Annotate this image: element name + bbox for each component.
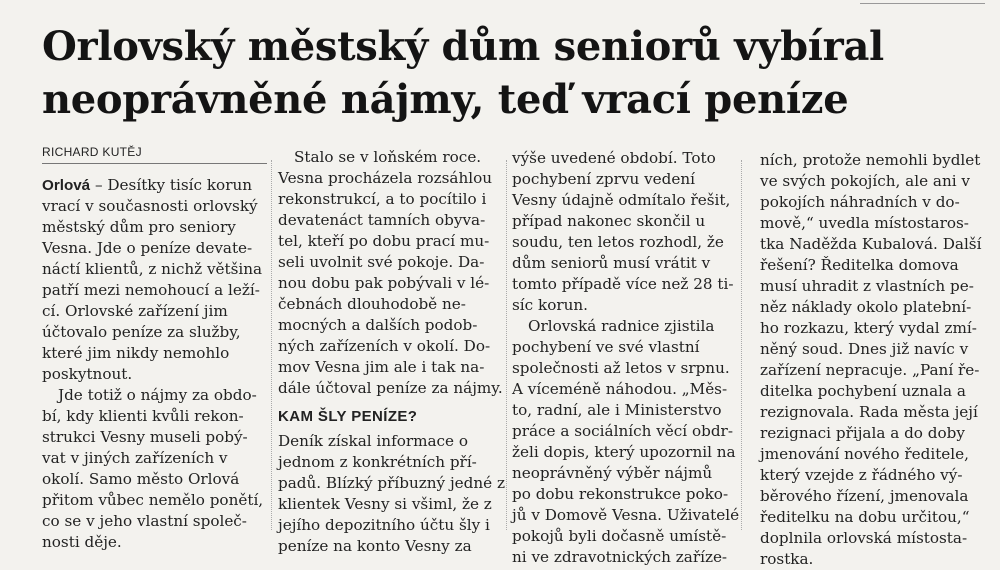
text-line: Stalo se v loňském roce.: [294, 148, 482, 166]
text-line: Jde totiž o nájmy za obdo-: [58, 386, 257, 404]
text-line: peníze na konto Vesny za: [278, 537, 472, 555]
text-line: neoprávněný výběr nájmů: [512, 464, 713, 482]
column-divider: [741, 160, 742, 530]
text-line: pochybení ve své vlastní: [512, 338, 700, 356]
text-line: musí uhradit z vlastních pe-: [760, 277, 974, 295]
headline-line-2: neoprávněné nájmy, teď vrací peníze: [42, 76, 849, 123]
text-line: Vesny údajně odmítalo řešit,: [512, 191, 731, 209]
text-line: běrového řízení, jmenovala: [760, 487, 969, 505]
text-line: A víceméně náhodou. „Měs-: [512, 380, 728, 398]
text-line: přitom vůbec nemělo ponětí,: [42, 491, 264, 509]
article-column-4: [760, 150, 995, 570]
article-column-3: [512, 148, 740, 568]
text-line: zařízení nepracuje. „Paní ře-: [760, 361, 980, 379]
text-line: ve svých pokojích, ale ani v: [760, 172, 971, 190]
text-line: tel, kteří po dobu prací mu-: [278, 232, 490, 250]
text-line: vat v jiných zařízeních v: [42, 449, 228, 467]
text-line: společnosti až letos v srpnu.: [512, 359, 730, 377]
text-line: který vzejde z řádného vý-: [760, 466, 963, 484]
text-line: Vesna procházela rozsáhlou: [278, 169, 493, 187]
text-line: Orlovská radnice zjistila: [528, 317, 715, 335]
text-line: něz náklady okolo platební-: [760, 298, 972, 316]
text-line: tomto případě více než 28 ti-: [512, 275, 734, 293]
text-line: po dobu rekonstrukce poko-: [512, 485, 729, 503]
text-line: klientek Vesny si všiml, že z: [278, 495, 492, 513]
text-line: bí, kdy klienti kvůli rekon-: [42, 407, 244, 425]
text-line: rekonstrukcí, a to pocítilo i: [278, 190, 487, 208]
author-byline: RICHARD KUTĚJ: [42, 145, 142, 159]
text-line: soudu, ten letos rozhodl, že: [512, 233, 724, 251]
text-line: rezignovala. Rada města její: [760, 403, 978, 421]
article-column-1: [42, 175, 267, 553]
text-line: práce a sociálních věcí obdr-: [512, 422, 733, 440]
text-line: pokojů byli dočasně umístě-: [512, 527, 727, 545]
text-line: čebnách dlouhodobě ne-: [278, 295, 466, 313]
headline-line-1: Orlovský městský dům seniorů vybíral: [42, 23, 884, 70]
text-line: jejího depozitního účtu šly i: [278, 516, 490, 534]
text-line: ho rozkazu, který vydal zmí-: [760, 319, 977, 337]
text-line: výše uvedené období. Toto: [512, 149, 716, 167]
text-line: něný soud. Dnes již navíc v: [760, 340, 969, 358]
text-line: rostka.: [760, 550, 814, 568]
text-line: dům seniorů musí vrátit v: [512, 254, 711, 272]
column-divider: [271, 160, 272, 530]
text-line: ditelka pochybení uznala a: [760, 382, 966, 400]
text-line: ředitelku na dobu určitou,“: [760, 508, 970, 526]
section-subheading: KAM ŠLY PENÍZE?: [278, 408, 418, 425]
text-line: městský dům pro seniory: [42, 218, 236, 236]
text-line: účtovalo peníze za služby,: [42, 323, 241, 341]
text-line: devatenáct tamních obyva-: [278, 211, 486, 229]
text-line: doplnila orlovská místosta-: [760, 529, 968, 547]
text-line: strukci Vesny museli pobý-: [42, 428, 248, 446]
text-line: nosti děje.: [42, 533, 122, 551]
text-line: cí. Orlovské zařízení jim: [42, 302, 228, 320]
text-line: želi dopis, který upozornil na: [512, 443, 736, 461]
text-line: jů v Domově Vesna. Uživatelé: [512, 506, 740, 524]
text-line: padů. Blízký příbuzný jedné z: [278, 474, 505, 492]
text-line: mov Vesna jim ale i tak na-: [278, 358, 485, 376]
text-line: případ nakonec skončil u: [512, 212, 706, 230]
page-top-rule: [860, 3, 985, 4]
text-line: vrací v současnosti orlovský: [42, 197, 258, 215]
text-line: dále účtoval peníze za nájmy.: [278, 379, 503, 397]
article-headline: [42, 20, 972, 126]
text-line: Deník získal informace o: [278, 432, 469, 450]
text-line: jmenování nového ředitele,: [760, 445, 969, 463]
text-line: které jim nikdy nemohlo: [42, 344, 230, 362]
text-line: ních, protože nemohli bydlet: [760, 151, 981, 169]
text-line: co se v jeho vlastní společ-: [42, 512, 247, 530]
text-line: ných zařízeních v okolí. Do-: [278, 337, 491, 355]
text-line: to, radní, ale i Ministerstvo: [512, 401, 722, 419]
text-line: Vesna. Jde o peníze devate-: [42, 239, 253, 257]
text-line: Orlová – Desítky tisíc korun: [42, 176, 253, 194]
text-line: náctí klientů, z nichž většina: [42, 260, 263, 278]
text-line: síc korun.: [512, 296, 588, 314]
text-line: mocných a dalších podob-: [278, 316, 478, 334]
byline-rule: [42, 163, 267, 164]
text-line: pokojích náhradních v do-: [760, 193, 960, 211]
text-line: pochybení zprvu vedení: [512, 170, 695, 188]
text-line: okolí. Samo město Orlová: [42, 470, 240, 488]
column-divider: [506, 160, 507, 530]
text-line: nou dobu pak pobývali v lé-: [278, 274, 490, 292]
text-line: mově,“ uvedla místostaros-: [760, 214, 969, 232]
text-line: tka Naděžda Kubalová. Další: [760, 235, 982, 253]
text-line: patří mezi nemohoucí a leží-: [42, 281, 260, 299]
text-line: ni ve zdravotnických zaříze-: [512, 548, 728, 566]
text-line: poskytnout.: [42, 365, 133, 383]
text-line: rezignaci přijala a do doby: [760, 424, 965, 442]
dateline: Orlová: [42, 177, 91, 194]
text-line: řešení? Ředitelka domova: [760, 256, 959, 274]
text-line: seli uvolnit své pokoje. Da-: [278, 253, 485, 271]
text-line: jednom z konkrétních pří-: [278, 453, 477, 471]
article-column-2: [278, 147, 503, 557]
